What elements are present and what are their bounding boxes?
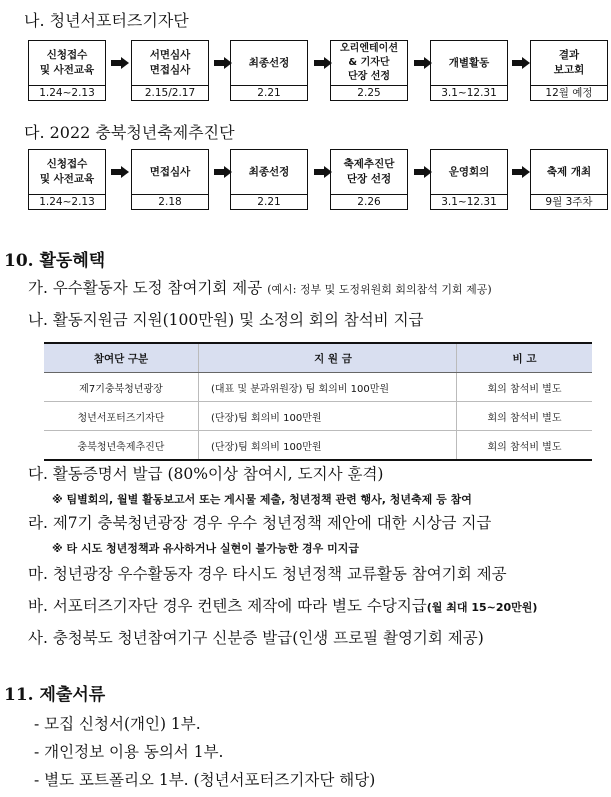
section-title-supporters: 나. 청년서포터즈기자단 bbox=[24, 11, 189, 30]
table-header: 비 고 bbox=[457, 343, 593, 373]
benefit-f-text: 바. 서포터즈기자단 경우 컨텐츠 제작에 따라 별도 수당지급 bbox=[28, 597, 427, 615]
flow-step-date: 2.21 bbox=[230, 195, 308, 210]
benefit-b: 나. 활동지원금 지원(100만원) 및 소정의 회의 참석비 지급 bbox=[28, 311, 424, 329]
flow-step-date: 9월 3주차 bbox=[530, 195, 608, 210]
benefit-d-note: ※ 타 시도 청년정책과 유사하거나 실현이 불가능한 경우 미지급 bbox=[52, 542, 359, 555]
flow-step-label: 운영회의 bbox=[430, 149, 508, 195]
flow-step-date: 2.25 bbox=[330, 86, 408, 101]
table-cell: 제7기충북청년광장 bbox=[44, 373, 199, 402]
flow-step bbox=[330, 40, 408, 101]
list-item: - 개인정보 이용 동의서 1부. bbox=[34, 743, 224, 761]
flow-step bbox=[430, 40, 508, 101]
benefit-g: 사. 충청북도 청년참여기구 신분증 발급(인생 프로필 촬영기회 제공) bbox=[28, 629, 484, 647]
table-header-row bbox=[44, 343, 592, 373]
flow-step-date: 3.1~12.31 bbox=[430, 195, 508, 210]
table-header: 지 원 금 bbox=[199, 343, 457, 373]
benefit-a-text: 가. 우수활동자 도정 참여기회 제공 bbox=[28, 279, 268, 297]
flow-step-label: 결과 보고회 bbox=[530, 40, 608, 86]
flow-step bbox=[330, 149, 408, 210]
flow-step-date: 3.1~12.31 bbox=[430, 86, 508, 101]
list-item: - 별도 포트폴리오 1부. (청년서포터즈기자단 해당) bbox=[34, 771, 376, 789]
flow-step-label: 축제추진단 단장 선정 bbox=[330, 149, 408, 195]
table-row bbox=[44, 373, 592, 402]
flow-step-label: 서면심사 면접심사 bbox=[131, 40, 209, 86]
flow-step bbox=[530, 40, 608, 101]
flow-step bbox=[530, 149, 608, 210]
flow-step bbox=[131, 149, 209, 210]
flow-step bbox=[28, 40, 106, 101]
flow-step-date: 2.21 bbox=[230, 86, 308, 101]
table-cell: 청년서포터즈기자단 bbox=[44, 402, 199, 431]
flow-step-date: 2.26 bbox=[330, 195, 408, 210]
flow-step bbox=[28, 149, 106, 210]
benefit-f bbox=[28, 594, 537, 616]
section-title-festival: 다. 2022 충북청년축제추진단 bbox=[24, 123, 235, 142]
flow-step-date: 1.24~2.13 bbox=[28, 86, 106, 101]
table-cell: 회의 참석비 별도 bbox=[457, 402, 593, 431]
table-cell: (대표 및 분과위원장) 팀 회의비 100만원 bbox=[199, 373, 457, 402]
benefit-d: 라. 제7기 충북청년광장 경우 우수 청년정책 제안에 대한 시상금 지급 bbox=[28, 514, 492, 532]
flow-step-date: 2.18 bbox=[131, 195, 209, 210]
benefit-e: 마. 청년광장 우수활동자 경우 타시도 청년정책 교류활동 참여기회 제공 bbox=[28, 565, 507, 583]
flow-step-label: 개별활동 bbox=[430, 40, 508, 86]
table-cell: (단장)팀 회의비 100만원 bbox=[199, 402, 457, 431]
table-cell: 회의 참석비 별도 bbox=[457, 373, 593, 402]
arrow-right-icon bbox=[111, 166, 129, 178]
flow-step-label: 면접심사 bbox=[131, 149, 209, 195]
section-10-title: 10. 활동혜택 bbox=[4, 251, 106, 271]
table-cell: 회의 참석비 별도 bbox=[457, 431, 593, 461]
table-row bbox=[44, 402, 592, 431]
arrow-right-icon bbox=[512, 57, 530, 69]
benefit-a-example: (예시: 정부 및 도정위원회 회의참석 기회 제공) bbox=[267, 283, 492, 296]
flow-step-date: 1.24~2.13 bbox=[28, 195, 106, 210]
benefit-c: 다. 활동증명서 발급 (80%이상 참여시, 도지사 훈격) bbox=[28, 465, 384, 483]
flow-step-label: 신청접수 및 사전교육 bbox=[28, 40, 106, 86]
flow-supporters bbox=[24, 40, 604, 104]
benefit-f-amount: (월 최대 15~20만원) bbox=[426, 601, 538, 614]
table-header: 참여단 구분 bbox=[44, 343, 199, 373]
flow-step bbox=[430, 149, 508, 210]
flow-step-label: 최종선정 bbox=[230, 149, 308, 195]
flow-step-label: 신청접수 및 사전교육 bbox=[28, 149, 106, 195]
section-11-title: 11. 제출서류 bbox=[4, 685, 106, 705]
table-cell: (단장)팀 회의비 100만원 bbox=[199, 431, 457, 461]
flow-step bbox=[131, 40, 209, 101]
flow-festival bbox=[24, 149, 604, 213]
flow-step-label: 축제 개최 bbox=[530, 149, 608, 195]
arrow-right-icon bbox=[111, 57, 129, 69]
list-item: - 모집 신청서(개인) 1부. bbox=[34, 715, 201, 733]
flow-step bbox=[230, 149, 308, 210]
flow-step-date: 2.15/2.17 bbox=[131, 86, 209, 101]
flow-step-date: 12월 예정 bbox=[530, 86, 608, 101]
benefit-c-note: ※ 팀별회의, 월별 활동보고서 또는 게시물 제출, 청년정책 관련 행사, 청년축제 등 참여 bbox=[52, 493, 472, 506]
arrow-right-icon bbox=[512, 166, 530, 178]
flow-step bbox=[230, 40, 308, 101]
table-cell: 충북청년축제추진단 bbox=[44, 431, 199, 461]
support-table bbox=[44, 342, 592, 461]
table-row bbox=[44, 431, 592, 461]
flow-step-label: 오리엔테이션 & 기자단 단장 선정 bbox=[330, 40, 408, 86]
flow-step-label: 최종선정 bbox=[230, 40, 308, 86]
benefit-a bbox=[28, 276, 492, 298]
